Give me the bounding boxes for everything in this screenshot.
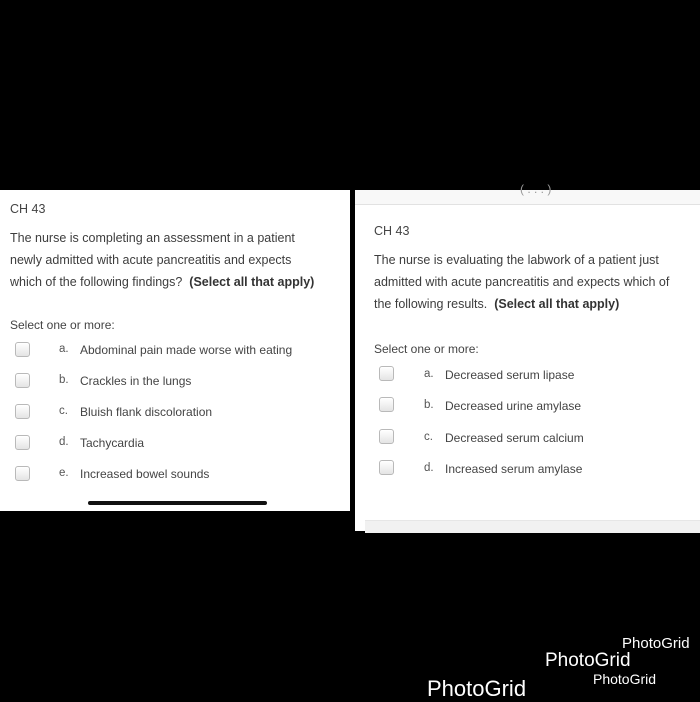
option-letter: d.: [424, 462, 434, 474]
photogrid-watermark: PhotoGrid: [545, 650, 631, 671]
right-question-panel: [355, 182, 700, 531]
option-letter: b.: [59, 374, 69, 386]
question-text: [10, 227, 345, 293]
checkbox[interactable]: [15, 466, 30, 481]
chapter-label: CH 43: [10, 202, 46, 216]
option-letter: a.: [424, 368, 434, 380]
option-text: Decreased serum lipase: [445, 368, 575, 382]
answer-option-c[interactable]: [0, 402, 350, 422]
photogrid-watermark: PhotoGrid: [622, 635, 690, 652]
answer-option-a[interactable]: [0, 340, 350, 360]
answer-option-b[interactable]: [355, 396, 700, 416]
top-bar: [355, 182, 700, 205]
option-letter: b.: [424, 399, 434, 411]
checkbox[interactable]: [379, 397, 394, 412]
question-line: admitted with acute pancreatitis and expects which of: [374, 275, 670, 289]
option-text: Abdominal pain made worse with eating: [80, 343, 293, 357]
option-text: Decreased urine amylase: [445, 399, 582, 413]
answer-option-a[interactable]: [355, 365, 700, 385]
answer-option-c[interactable]: [355, 428, 700, 448]
answer-option-e[interactable]: [0, 464, 350, 484]
cut-off-text: ( . . . ): [520, 182, 552, 196]
option-text: Bluish flank discoloration: [80, 405, 213, 419]
bottom-bar: [365, 520, 700, 533]
select-all-instruction: (Select all that apply): [189, 275, 315, 289]
option-text: Crackles in the lungs: [80, 374, 192, 388]
checkbox[interactable]: [15, 404, 30, 419]
answer-option-b[interactable]: [0, 371, 350, 391]
question-line: the following results. (Select all that apply): [374, 297, 620, 311]
question-line: The nurse is evaluating the labwork of a patient just: [374, 253, 659, 267]
checkbox[interactable]: [15, 342, 30, 357]
option-text: Increased bowel sounds: [80, 467, 210, 481]
checkbox[interactable]: [15, 373, 30, 388]
answer-option-d[interactable]: [0, 433, 350, 453]
option-letter: d.: [59, 436, 69, 448]
select-one-or-more-label: Select one or more:: [10, 318, 115, 332]
left-question-panel: [0, 190, 350, 511]
checkbox[interactable]: [15, 435, 30, 450]
answer-option-d[interactable]: [355, 459, 700, 479]
option-text: Tachycardia: [80, 436, 145, 450]
chapter-label: CH 43: [374, 224, 410, 238]
option-letter: c.: [59, 405, 68, 417]
option-text: Increased serum amylase: [445, 462, 583, 476]
checkbox[interactable]: [379, 460, 394, 475]
checkbox[interactable]: [379, 366, 394, 381]
question-line: which of the following findings? (Select all that apply): [10, 275, 315, 289]
photogrid-watermark: PhotoGrid: [427, 676, 527, 701]
option-text: Decreased serum calcium: [445, 431, 584, 445]
select-all-instruction: (Select all that apply): [494, 297, 620, 311]
photogrid-watermark: PhotoGrid: [593, 671, 657, 687]
option-letter: e.: [59, 467, 69, 479]
question-line: newly admitted with acute pancreatitis and expects: [10, 253, 292, 267]
option-letter: a.: [59, 343, 69, 355]
checkbox[interactable]: [379, 429, 394, 444]
question-text: [374, 249, 700, 315]
select-one-or-more-label: Select one or more:: [374, 342, 479, 356]
option-letter: c.: [424, 431, 433, 443]
question-line: The nurse is completing an assessment in a patient: [10, 231, 295, 245]
home-indicator-bar: [88, 501, 267, 505]
